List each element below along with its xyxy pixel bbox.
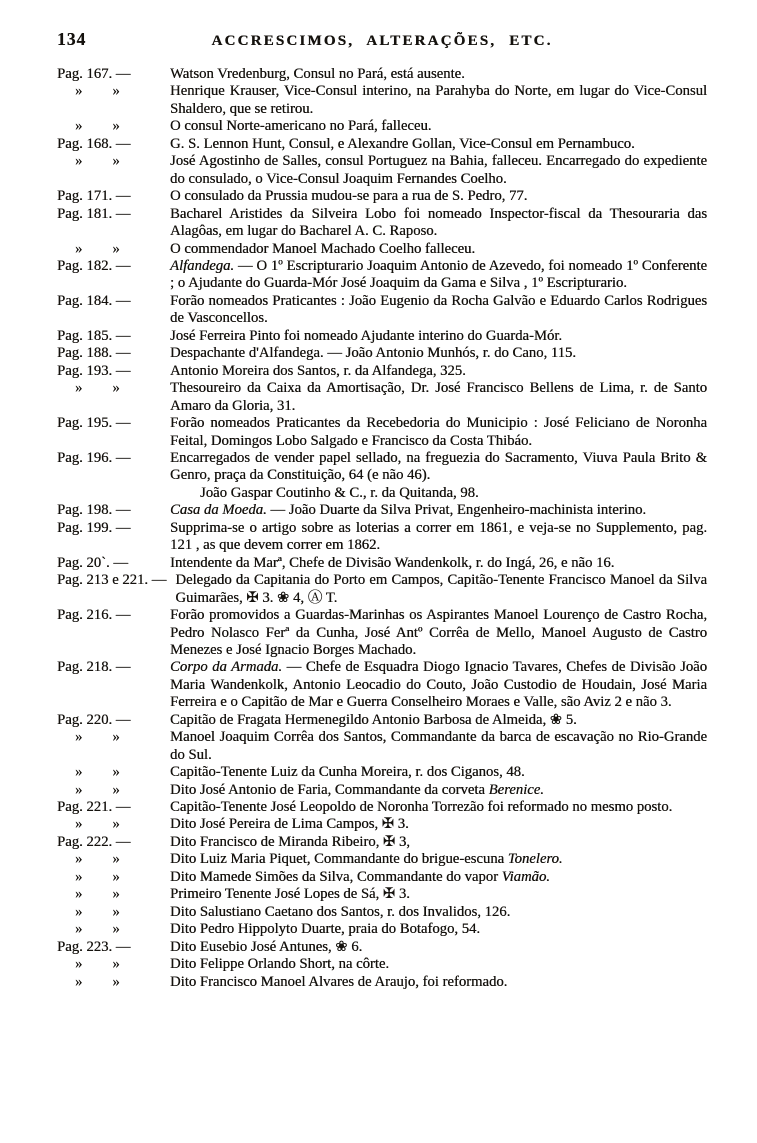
ditto-marks: » »	[75, 851, 120, 868]
entry-text: Capitão-Tenente Luiz da Cunha Moreira, r. dos Ciganos, 48.	[170, 764, 525, 781]
entry-text: Delegado da Capitania do Porto em Campos, Capitão-Tenente Francisco Manoel da Silva Guimarães, ✠ 3. ❀ 4, Ⓐ T.	[175, 572, 707, 606]
errata-entry	[57, 380, 707, 415]
entry-text: Casa da Moeda. — João Duarte da Silva Privat, Engenheiro-machinista interino.	[170, 502, 647, 519]
entry-text: Forão nomeados Praticantes : João Eugenio da Rocha Galvão e Eduardo Carlos Rodrigues de Vasconcellos.	[170, 292, 707, 327]
entry-text: Primeiro Tenente José Lopes de Sá, ✠ 3.	[170, 886, 410, 903]
ditto-marks: » »	[75, 816, 120, 833]
page-header	[57, 26, 707, 66]
entry-text: O consul Norte-americano no Pará, falleceu.	[170, 118, 432, 135]
entry-text: Encarregados de vender papel sellado, na freguezia do Sacramento, Viuva Paula Brito & Genro, praça da Constituição, 64 (e não 46).	[170, 449, 707, 484]
errata-entry	[57, 851, 707, 868]
entry-text: Dito Luiz Maria Piquet, Commandante do brigue-escuna Tonelero.	[170, 851, 563, 868]
errata-entry	[57, 258, 707, 293]
ditto-marks: » »	[75, 921, 120, 938]
errata-entry	[57, 415, 707, 450]
errata-entry	[57, 729, 707, 764]
errata-entry	[57, 520, 707, 555]
entry-text: Bacharel Aristides da Silveira Lobo foi nomeado Inspector-fiscal da Thesouraria das Alagôas, em lugar do Bacharel A. C. Raposo.	[170, 205, 707, 240]
page-ref: Pag. 171. —	[57, 188, 131, 205]
ditto-marks: » »	[75, 380, 120, 397]
page-ref: Pag. 213 e 221. —	[57, 572, 167, 589]
ditto-marks: » »	[75, 118, 120, 135]
page-ref: Pag. 222. —	[57, 833, 131, 850]
ditto-marks: » »	[75, 83, 120, 100]
entry-text: O commendador Manoel Machado Coelho falleceu.	[170, 240, 476, 257]
errata-entry	[57, 188, 707, 205]
entry-text: Supprima-se o artigo sobre as loterias a correr em 1861, e veja-se no Supplemento, pag. 121 , as que devem correr em 1862.	[170, 519, 707, 554]
entry-text: Capitão-Tenente José Leopoldo de Noronha Torrezão foi reformado no mesmo posto.	[170, 799, 673, 816]
page-ref: Pag. 184. —	[57, 292, 131, 309]
page-ref: Pag. 188. —	[57, 345, 131, 362]
ditto-marks: » »	[75, 240, 120, 257]
errata-entry	[57, 328, 707, 345]
errata-entry	[57, 555, 707, 572]
errata-entry	[57, 153, 707, 188]
errata-entry	[57, 921, 707, 938]
errata-entry	[57, 502, 707, 519]
errata-entry	[57, 83, 707, 118]
entry-text: Dito Felippe Orlando Short, na côrte.	[170, 956, 390, 973]
errata-entry	[57, 799, 707, 816]
ditto-marks: » »	[75, 153, 120, 170]
errata-list	[57, 66, 707, 991]
errata-entry	[57, 886, 707, 903]
entry-text: Corpo da Armada. — Chefe de Esquadra Diogo Ignacio Tavares, Chefes de Divisão João Maria Wandenkolk, Antonio Leocadio do Couto, João Custodio de Houdain, José Maria Ferreira e o Capitão de Mar e Guerra Conselheiro Moraes e Valle, são Aviz 2 e não 3.	[170, 659, 707, 711]
entry-text: José Agostinho de Salles, consul Portuguez na Bahia, falleceu. Encarregado do expediente do consulado, o Vice-Consul Joaquim Fernandes Coelho.	[170, 153, 707, 187]
page-ref: Pag. 20`. —	[57, 554, 128, 571]
entry-text: Dito Mamede Simões da Silva, Commandante do vapor Viamão.	[170, 868, 550, 885]
entry-text: João Gaspar Coutinho & C., r. da Quitanda, 98.	[200, 484, 479, 501]
ditto-marks: » »	[75, 903, 120, 920]
page-ref: Pag. 223. —	[57, 938, 131, 955]
entry-text: Dito Salustiano Caetano dos Santos, r. dos Invalidos, 126.	[170, 903, 511, 920]
entry-text: Dito Eusebio José Antunes, ❀ 6.	[170, 938, 363, 955]
page-ref: Pag. 218. —	[57, 659, 131, 676]
entry-text: G. S. Lennon Hunt, Consul, e Alexandre Gollan, Vice-Consul em Pernambuco.	[170, 135, 635, 152]
entry-text: Henrique Krauser, Vice-Consul interino, na Parahyba do Norte, em lugar do Vice-Consul Shaldero, que se retirou.	[170, 83, 707, 117]
page-ref: Pag. 185. —	[57, 327, 131, 344]
entry-text: Capitão de Fragata Hermenegildo Antonio Barbosa de Almeida, ❀ 5.	[170, 711, 577, 728]
page-ref: Pag. 181. —	[57, 205, 131, 222]
errata-entry	[57, 66, 707, 83]
page-ref: Pag. 220. —	[57, 711, 131, 728]
errata-entry	[57, 712, 707, 729]
errata-entry	[57, 764, 707, 781]
ditto-marks: » »	[75, 781, 120, 798]
entry-text: Dito Francisco de Miranda Ribeiro, ✠ 3,	[170, 833, 410, 850]
errata-entry	[57, 834, 707, 851]
errata-entry	[57, 939, 707, 956]
entry-text: Dito José Antonio de Faria, Commandante da corveta Berenice.	[170, 781, 544, 798]
ditto-marks: » »	[75, 868, 120, 885]
errata-entry	[57, 572, 707, 607]
entry-text: Intendente da Marª, Chefe de Divisão Wandenkolk, r. do Ingá, 26, e não 16.	[170, 554, 615, 571]
entry-text: Manoel Joaquim Corrêa dos Santos, Commandante da barca de escavação no Rio-Grande do Sul.	[170, 729, 707, 763]
errata-entry	[57, 956, 707, 973]
errata-entry	[57, 206, 707, 241]
errata-entry	[57, 118, 707, 135]
errata-entry	[57, 241, 707, 258]
ditto-marks: » »	[75, 764, 120, 781]
errata-entry	[57, 782, 707, 799]
ditto-marks: » »	[75, 973, 120, 990]
page-number: 134	[57, 29, 87, 49]
errata-entry	[57, 136, 707, 153]
page-ref: Pag. 167. —	[57, 66, 131, 82]
errata-entry	[57, 659, 707, 711]
entry-text: Despachante d'Alfandega. — João Antonio Munhós, r. do Cano, 115.	[170, 345, 576, 362]
page-ref: Pag. 216. —	[57, 607, 131, 624]
entry-text: Thesoureiro da Caixa da Amortisação, Dr. José Francisco Bellens de Lima, r. de Santo Amaro da Gloria, 31.	[170, 380, 707, 414]
page-ref: Pag. 193. —	[57, 362, 131, 379]
errata-entry	[57, 485, 707, 502]
page-ref: Pag. 221. —	[57, 799, 131, 816]
entry-text: Dito Pedro Hippolyto Duarte, praia do Botafogo, 54.	[170, 921, 481, 938]
errata-entry	[57, 869, 707, 886]
ditto-marks: » »	[75, 956, 120, 973]
ditto-marks: » »	[75, 729, 120, 746]
page-ref: Pag. 198. —	[57, 502, 131, 519]
page-title: ACCRESCIMOS, ALTERAÇÕES, ETC.	[211, 33, 553, 49]
errata-entry	[57, 450, 707, 485]
errata-entry	[57, 363, 707, 380]
entry-text: Antonio Moreira dos Santos, r. da Alfandega, 325.	[170, 362, 466, 379]
entry-text: Forão nomeados Praticantes da Recebedoria do Municipio : José Feliciano de Noronha Feital, Domingos Lobo Salgado e Francisco da Costa Thibáo.	[170, 415, 707, 449]
page-ref: Pag. 196. —	[57, 449, 131, 466]
page-ref: Pag. 182. —	[57, 257, 131, 274]
ditto-marks: » »	[75, 886, 120, 903]
errata-entry	[57, 607, 707, 659]
entry-text: Dito José Pereira de Lima Campos, ✠ 3.	[170, 816, 409, 833]
errata-entry	[57, 816, 707, 833]
page-ref: Pag. 199. —	[57, 519, 131, 536]
entry-text: Watson Vredenburg, Consul no Pará, está ausente.	[170, 66, 465, 82]
entry-text: Alfandega. — O 1º Escripturario Joaquim Antonio de Azevedo, foi nomeado 1º Conferente ; o Ajudante do Guarda-Mór José Joaquim da Gama e Silva , 1º Escripturario.	[170, 257, 707, 292]
entry-text: Forão promovidos a Guardas-Marinhas os Aspirantes Manoel Lourenço de Castro Rocha, Pedro Nolasco Ferª da Cunha, José Antº Corrêa de Mello, Manoel Augusto de Castro Menezes e José Ignacio Borges Machado.	[170, 607, 707, 658]
page-ref: Pag. 195. —	[57, 415, 131, 432]
entry-text: O consulado da Prussia mudou-se para a rua de S. Pedro, 77.	[170, 188, 528, 205]
page-ref: Pag. 168. —	[57, 135, 131, 152]
errata-entry	[57, 904, 707, 921]
errata-entry	[57, 293, 707, 328]
errata-entry	[57, 345, 707, 362]
errata-entry	[57, 974, 707, 991]
entry-text: Dito Francisco Manoel Alvares de Araujo, foi reformado.	[170, 973, 508, 990]
entry-text: José Ferreira Pinto foi nomeado Ajudante interino do Guarda-Mór.	[170, 327, 562, 344]
